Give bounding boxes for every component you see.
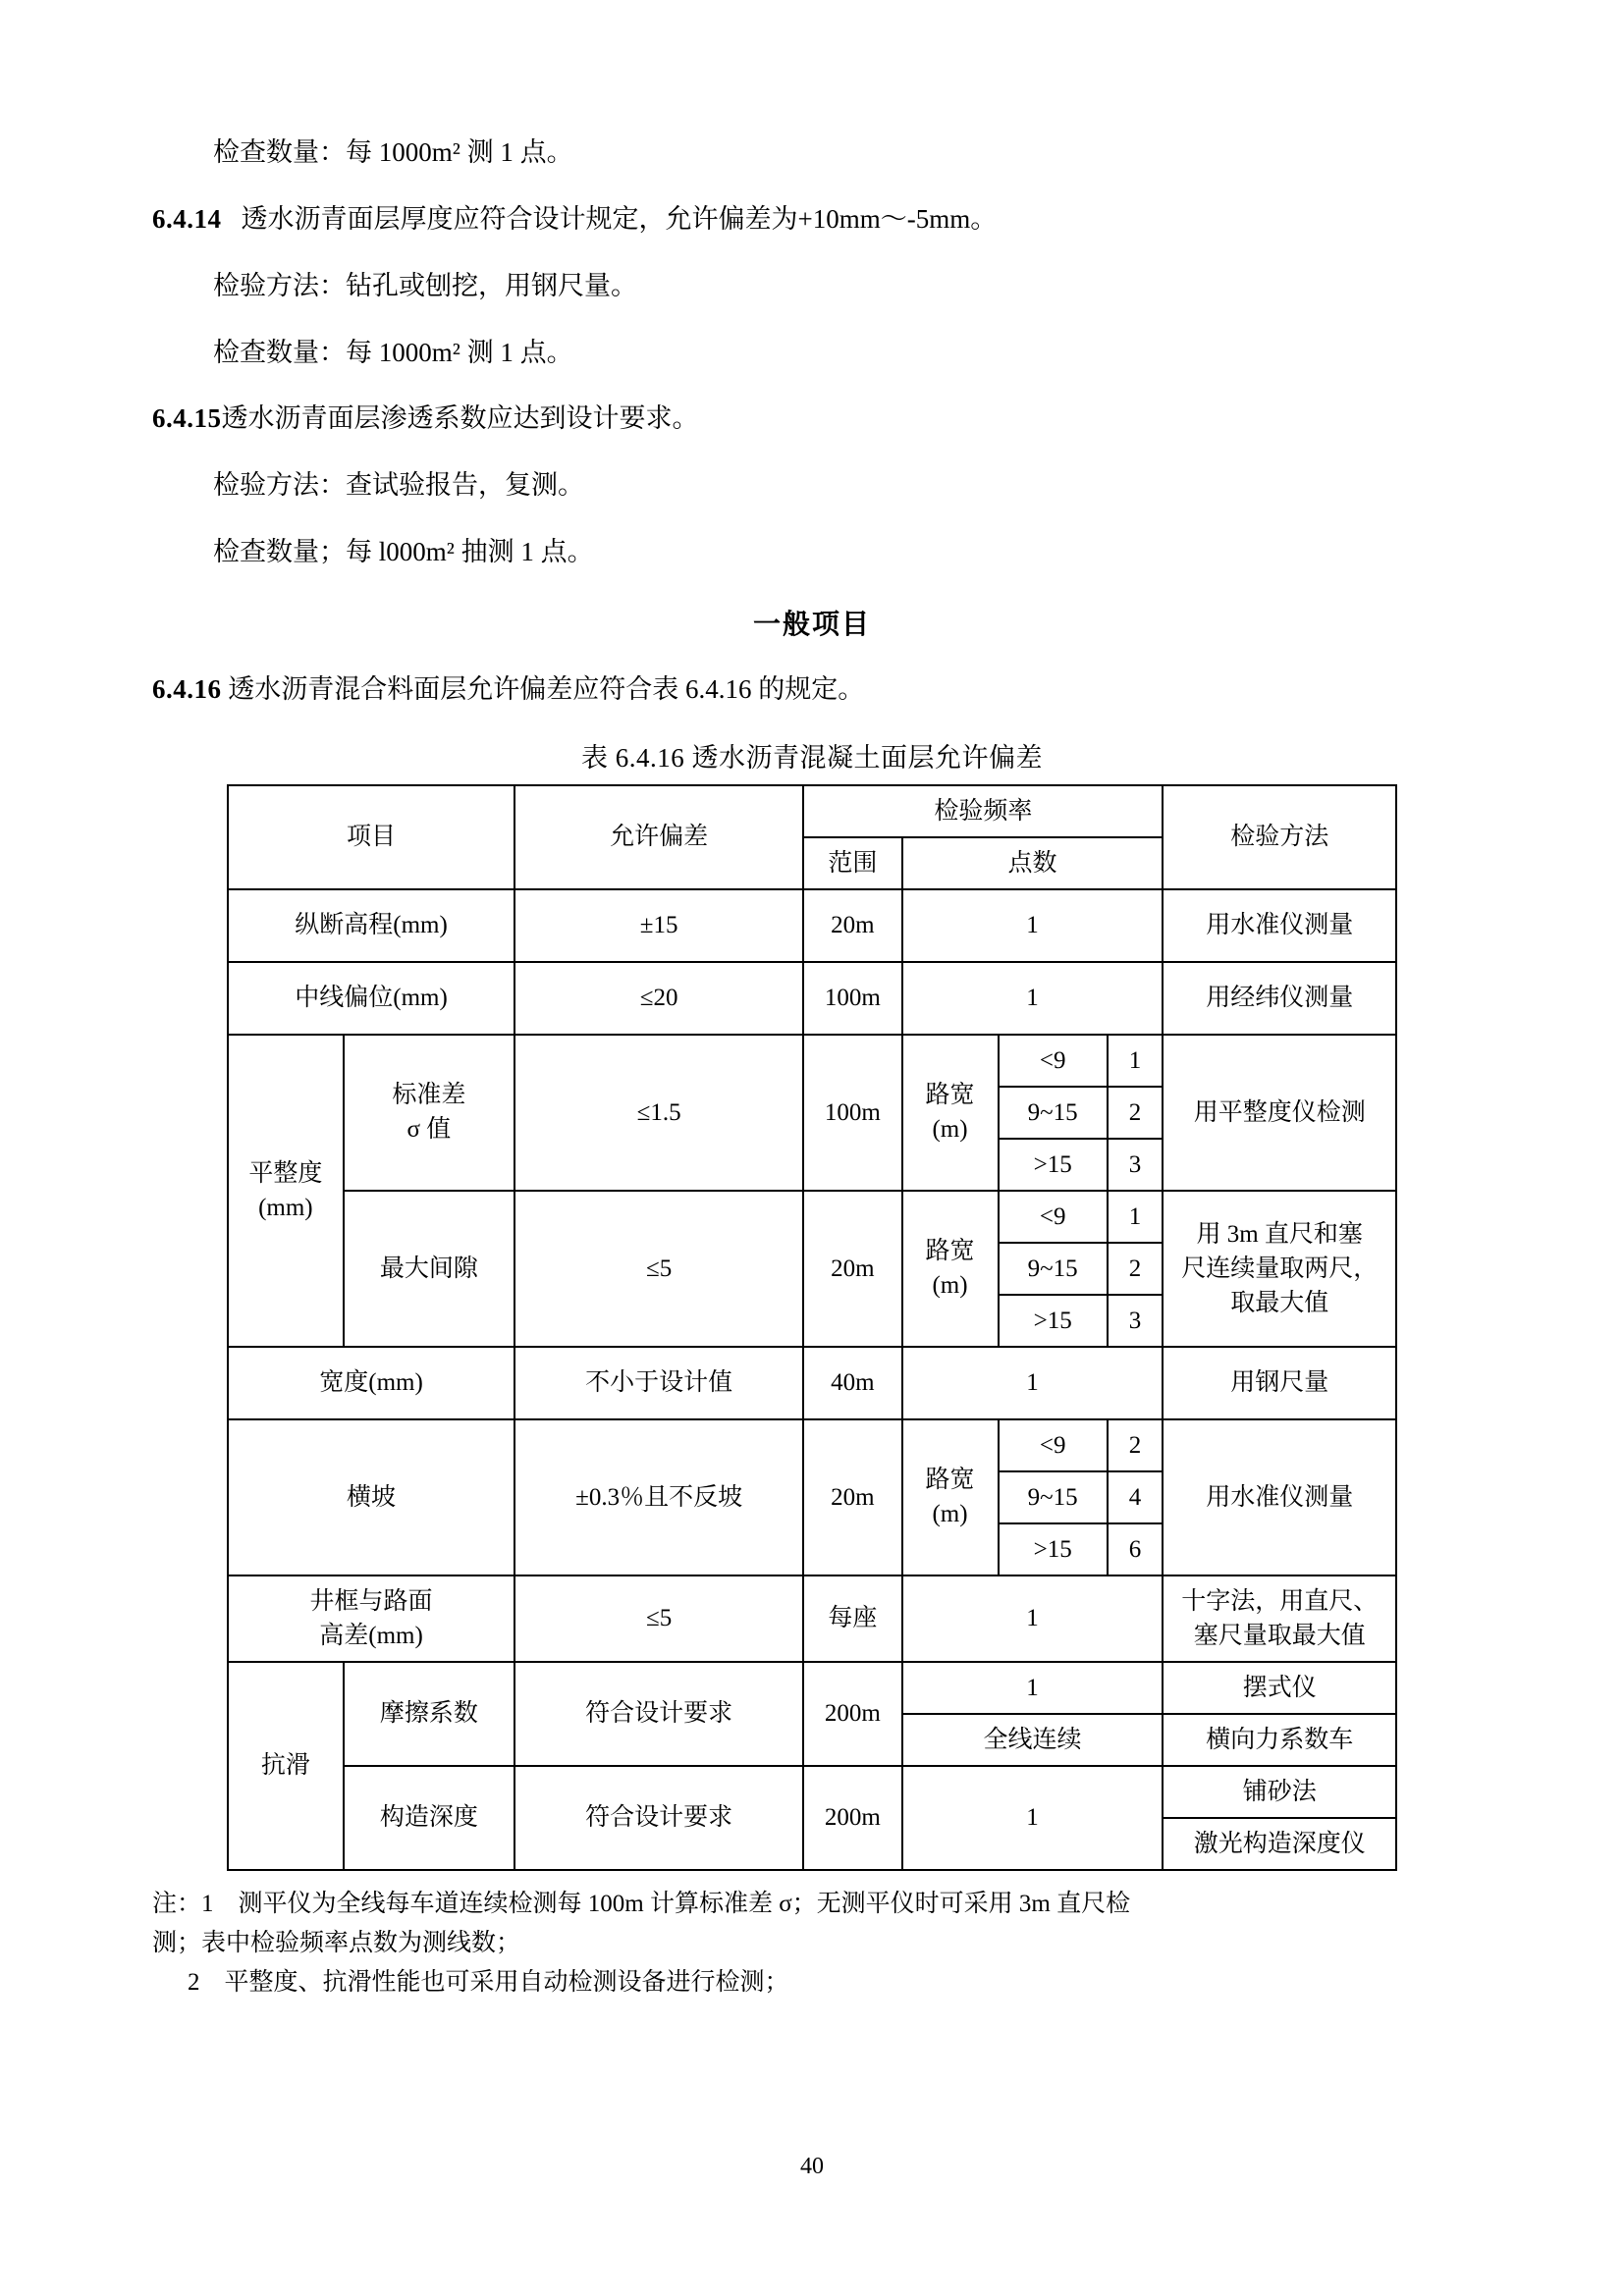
row-item-manhole-l2: 高差(mm) [319, 1622, 423, 1649]
row-road-width-label [902, 1419, 999, 1575]
table-notes [152, 1885, 1472, 2002]
row-range: 20m [803, 1191, 901, 1347]
row-method-l2: 塞尺量取最大值 [1193, 1622, 1366, 1649]
table-row [228, 962, 1396, 1035]
row-method: 用钢尺量 [1163, 1347, 1396, 1419]
clause-number: 6.4.14 [152, 203, 222, 234]
row-points: 1 [902, 962, 1164, 1035]
row-count: 6 [1108, 1523, 1164, 1575]
row-item-width: 宽度(mm) [228, 1347, 514, 1419]
row-width-bucket: >15 [999, 1139, 1108, 1191]
table-row [228, 1662, 1396, 1714]
note-line-3: 2 平整度、抗滑性能也可采用自动检测设备进行检测； [188, 1968, 789, 1996]
row-count: 4 [1108, 1471, 1164, 1523]
clause-6-4-15 [152, 399, 1472, 440]
row-points: 全线连续 [902, 1714, 1164, 1766]
paragraph-text: 检查数量：每 1000m² 测 1 点。 [213, 337, 573, 367]
row-subitem-texture-depth: 构造深度 [344, 1766, 514, 1870]
row-subitem-stddev-l2: σ 值 [406, 1116, 452, 1144]
row-method: 用水准仪测量 [1163, 1419, 1396, 1575]
row-method-l1: 十字法，用直尺、 [1181, 1587, 1379, 1615]
row-method-l3: 取最大值 [1230, 1289, 1329, 1316]
row-item-flatness [228, 1035, 344, 1347]
header-points: 点数 [902, 837, 1164, 889]
row-method [1163, 1191, 1396, 1347]
table-row [228, 1419, 1396, 1471]
row-method: 激光构造深度仪 [1163, 1818, 1396, 1870]
row-tolerance: ≤5 [514, 1575, 803, 1662]
paragraph-text: 检验方法：钻孔或刨挖，用钢尺量。 [213, 270, 637, 300]
row-road-width-label [902, 1191, 999, 1347]
row-count: 2 [1108, 1087, 1164, 1139]
section-title-general-items: 一般项目 [752, 609, 871, 640]
row-tolerance: ±15 [514, 889, 803, 962]
row-count: 2 [1108, 1243, 1164, 1295]
note-line-1: 注：1 测平仪为全线每车道连续检测每 100m 计算标准差 σ；无测平仪时可采用 3m 直尺检 [152, 1890, 1131, 1917]
row-subitem-friction: 摩擦系数 [344, 1662, 514, 1766]
row-points: 1 [902, 1662, 1164, 1714]
row-points: 1 [902, 1766, 1164, 1870]
row-range: 20m [803, 1419, 901, 1575]
table-caption: 表 6.4.16 透水沥青混凝土面层允许偏差 [581, 742, 1043, 773]
road-width-unit: (m) [932, 1272, 968, 1300]
row-method: 摆式仪 [1163, 1662, 1396, 1714]
clause-text: 透水沥青面层厚度应符合设计规定，允许偏差为+10mm～-5mm。 [241, 203, 998, 234]
row-item-centerline: 中线偏位(mm) [228, 962, 514, 1035]
clause-text: 透水沥青混合料面层允许偏差应符合表 6.4.16 的规定。 [228, 673, 865, 704]
header-method: 检验方法 [1163, 785, 1396, 889]
row-road-width-label [902, 1035, 999, 1191]
row-tolerance: 符合设计要求 [514, 1662, 803, 1766]
paragraph-text: 检查数量：每 1000m² 测 1 点。 [213, 137, 573, 167]
paragraph-test-method-2 [213, 465, 1472, 507]
row-range: 100m [803, 962, 901, 1035]
row-count: 2 [1108, 1419, 1164, 1471]
road-width-text: 路宽 [925, 1467, 975, 1494]
table-header-row-1 [228, 785, 1396, 837]
header-range: 范围 [803, 837, 901, 889]
tolerance-table [227, 784, 1397, 1871]
row-item-manhole [228, 1575, 514, 1662]
row-tolerance: 符合设计要求 [514, 1766, 803, 1870]
row-item-manhole-l1: 井框与路面 [309, 1587, 433, 1615]
table-row [228, 1191, 1396, 1243]
row-range: 200m [803, 1662, 901, 1766]
row-method-l1: 用 3m 直尺和塞 [1196, 1220, 1363, 1248]
row-method [1163, 1575, 1396, 1662]
clause-6-4-14 [152, 199, 1472, 240]
row-tolerance: ≤1.5 [514, 1035, 803, 1191]
row-width-bucket: <9 [999, 1191, 1108, 1243]
row-tolerance: 不小于设计值 [514, 1347, 803, 1419]
row-width-bucket: 9~15 [999, 1087, 1108, 1139]
road-width-text: 路宽 [925, 1238, 975, 1265]
row-tolerance: ≤5 [514, 1191, 803, 1347]
clause-6-4-16 [152, 669, 1472, 711]
clause-number: 6.4.15 [152, 403, 222, 434]
row-count: 3 [1108, 1295, 1164, 1347]
table-row [228, 1575, 1396, 1662]
row-points: 1 [902, 889, 1164, 962]
row-points: 1 [902, 1347, 1164, 1419]
page-number: 40 [800, 2154, 824, 2179]
paragraph-text: 检查数量；每 l000m² 抽测 1 点。 [213, 537, 594, 567]
paragraph-check-quantity-3 [213, 532, 1472, 573]
row-method: 铺砂法 [1163, 1766, 1396, 1818]
road-width-text: 路宽 [925, 1082, 975, 1109]
row-count: 1 [1108, 1035, 1164, 1087]
paragraph-test-method-1 [213, 266, 1472, 307]
row-subitem-stddev-l1: 标准差 [392, 1082, 466, 1109]
row-method: 用平整度仪检测 [1163, 1035, 1396, 1191]
table-row [228, 889, 1396, 962]
row-method: 用水准仪测量 [1163, 889, 1396, 962]
row-item-elevation: 纵断高程(mm) [228, 889, 514, 962]
table-row [228, 1035, 1396, 1087]
row-points: 1 [902, 1575, 1164, 1662]
row-count: 3 [1108, 1139, 1164, 1191]
row-subitem-maxgap: 最大间隙 [344, 1191, 514, 1347]
header-frequency: 检验频率 [803, 785, 1163, 837]
row-width-bucket: 9~15 [999, 1243, 1108, 1295]
row-method: 用经纬仪测量 [1163, 962, 1396, 1035]
note-line-2: 测；表中检验频率点数为测线数； [152, 1929, 521, 1956]
row-item-crossslope: 横坡 [228, 1419, 514, 1575]
clause-text: 透水沥青面层渗透系数应达到设计要求。 [221, 403, 699, 434]
row-item-flatness-unit: (mm) [258, 1194, 313, 1221]
row-range: 20m [803, 889, 901, 962]
header-tolerance: 允许偏差 [514, 785, 803, 889]
row-method: 横向力系数车 [1163, 1714, 1396, 1766]
table-row [228, 1766, 1396, 1818]
row-range: 每座 [803, 1575, 901, 1662]
row-width-bucket: <9 [999, 1419, 1108, 1471]
road-width-unit: (m) [932, 1501, 968, 1528]
row-width-bucket: >15 [999, 1295, 1108, 1347]
row-range: 40m [803, 1347, 901, 1419]
paragraph-check-quantity-2 [213, 333, 1472, 374]
row-count: 1 [1108, 1191, 1164, 1243]
row-width-bucket: >15 [999, 1523, 1108, 1575]
row-width-bucket: 9~15 [999, 1471, 1108, 1523]
row-tolerance: ±0.3％且不反坡 [514, 1419, 803, 1575]
row-range: 100m [803, 1035, 901, 1191]
table-row [228, 1347, 1396, 1419]
row-subitem-stddev [344, 1035, 514, 1191]
row-item-flatness-label: 平整度 [248, 1159, 323, 1187]
clause-number: 6.4.16 [152, 673, 222, 704]
row-method-l2: 尺连续量取两尺， [1181, 1255, 1379, 1282]
row-range: 200m [803, 1766, 901, 1870]
paragraph-text: 检验方法：查试验报告，复测。 [213, 470, 584, 501]
row-item-skid: 抗滑 [228, 1662, 344, 1870]
row-width-bucket: <9 [999, 1035, 1108, 1087]
paragraph-check-quantity-1 [213, 133, 1472, 174]
road-width-unit: (m) [932, 1116, 968, 1144]
row-tolerance: ≤20 [514, 962, 803, 1035]
header-item: 项目 [228, 785, 514, 889]
